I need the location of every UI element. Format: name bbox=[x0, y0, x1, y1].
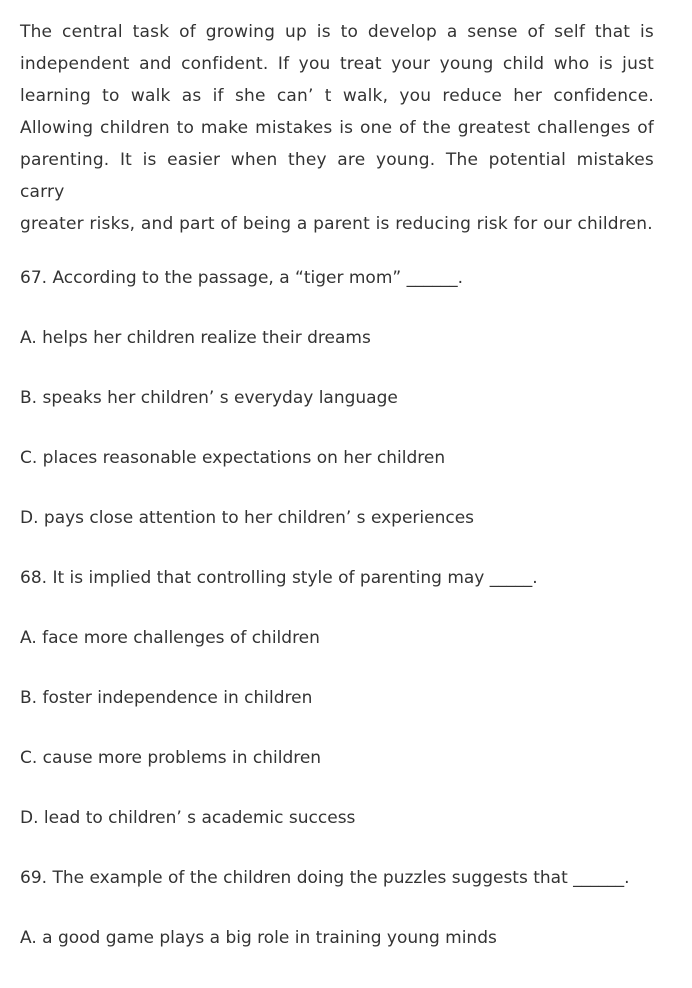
question-68-stem: 68. It is implied that controlling style of parenting may _____. bbox=[20, 568, 538, 588]
question-67-option-c: C. places reasonable expectations on her children bbox=[20, 448, 446, 468]
passage-line: parenting. It is easier when they are young. The potential mistakes carry bbox=[20, 150, 654, 202]
passage-line: The central task of growing up is to develop a sense of self that is bbox=[20, 22, 654, 42]
passage-line: independent and confident. If you treat your young child who is just bbox=[20, 54, 654, 74]
question-68-option-b: B. foster independence in children bbox=[20, 688, 313, 708]
question-67-option-d: D. pays close attention to her children’ s experiences bbox=[20, 508, 475, 528]
question-68-option-d: D. lead to children’ s academic success bbox=[20, 808, 356, 828]
questions bbox=[20, 268, 654, 988]
question-68-option-a: A. face more challenges of children bbox=[20, 628, 320, 648]
passage-line: greater risks, and part of being a parent is reducing risk for our children. bbox=[20, 214, 653, 234]
passage bbox=[20, 16, 654, 240]
passage-line: learning to walk as if she can’ t walk, you reduce her confidence. bbox=[20, 86, 654, 106]
question-67-option-a: A. helps her children realize their dreams bbox=[20, 328, 371, 348]
question-68-option-c: C. cause more problems in children bbox=[20, 748, 322, 768]
question-67-option-b: B. speaks her children’ s everyday language bbox=[20, 388, 398, 408]
question-69-stem: 69. The example of the children doing the puzzles suggests that ______. bbox=[20, 868, 630, 888]
question-69-option-a: A. a good game plays a big role in training young minds bbox=[20, 928, 497, 948]
passage-line: Allowing children to make mistakes is one of the greatest challenges of bbox=[20, 118, 654, 138]
question-67-stem: 67. According to the passage, a “tiger mom” ______. bbox=[20, 268, 464, 288]
